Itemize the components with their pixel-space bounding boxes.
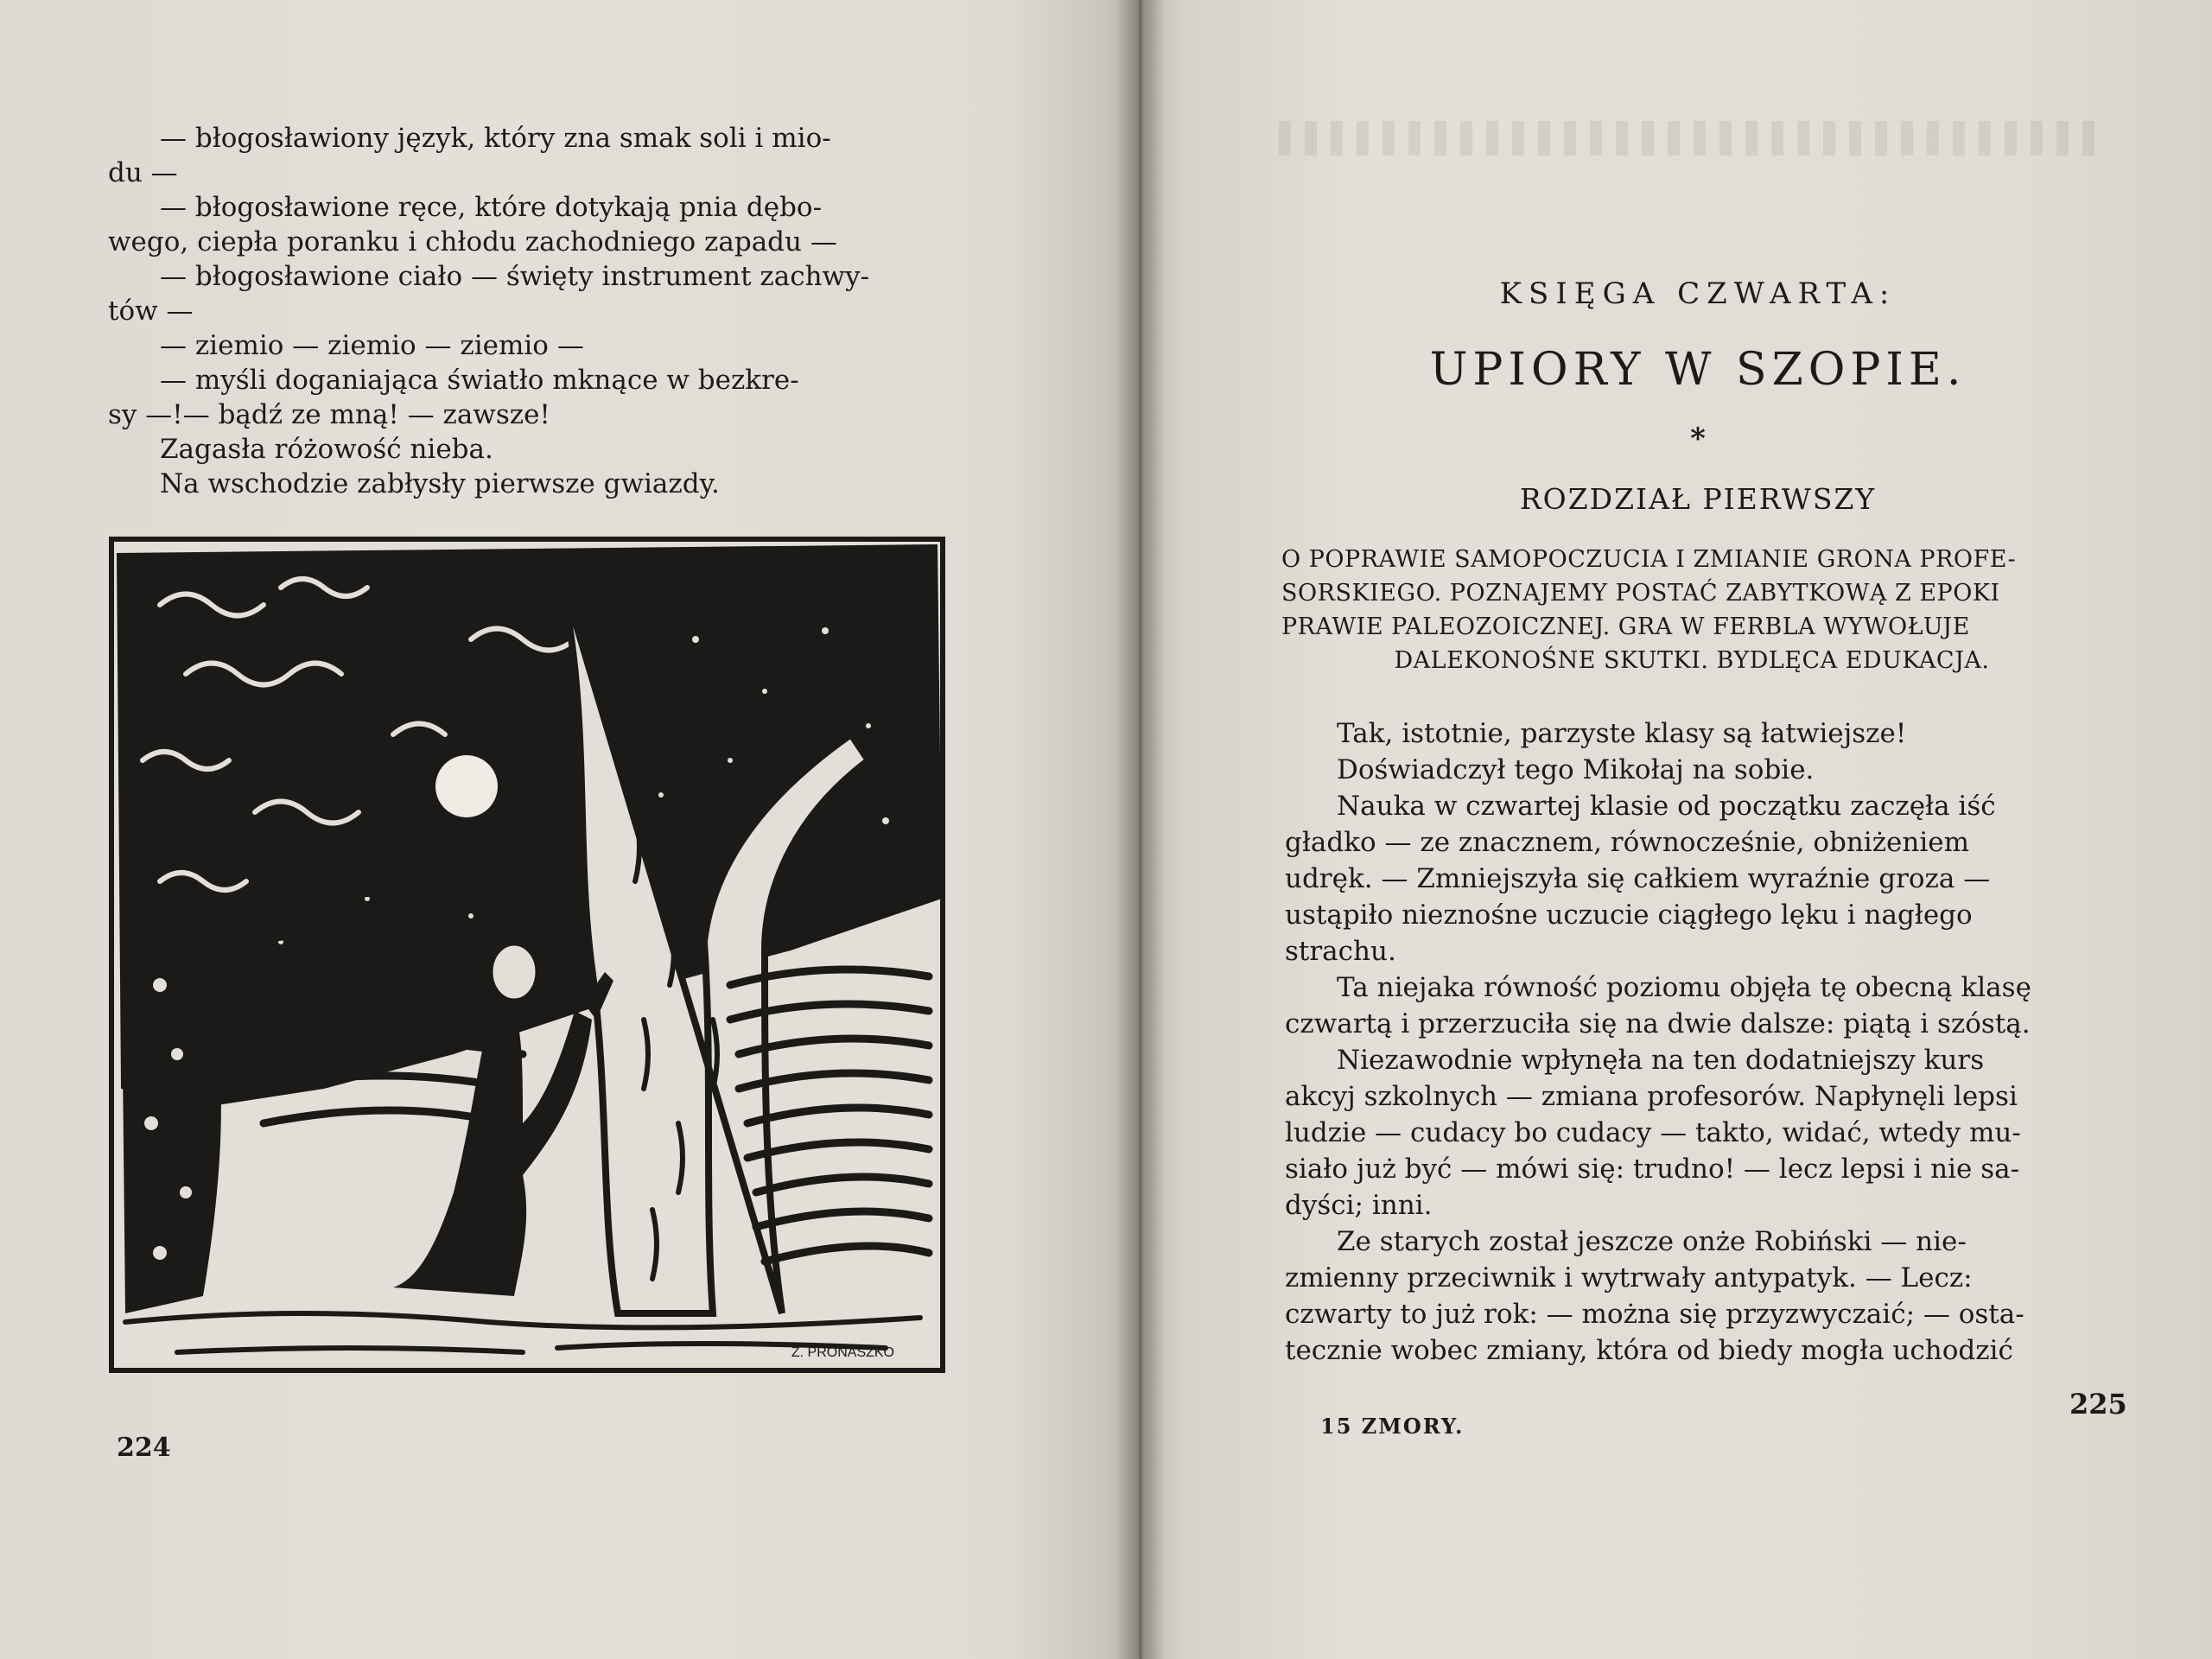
poem-line: — błogosławiony język, który zna smak soli i mio- [160, 123, 831, 154]
summary-line: SORSKIEGO. POZNAJEMY POSTAĆ ZABYTKOWĄ Z EPOKI [1281, 580, 2000, 607]
poem-line: — błogosławione ręce, które dotykają pnia dębo- [160, 192, 823, 223]
body-line: gładko — ze znacznem, równocześnie, obniżeniem [1285, 827, 1970, 858]
body-line: strachu. [1285, 936, 1396, 967]
book-title: UPIORY W SZOPIE. [1429, 344, 1967, 396]
woodcut-signature: Z. PRONASZKO [791, 1345, 894, 1360]
summary-line: DALEKONOŚNE SKUTKI. BYDLĘCA EDUKACJA. [1394, 647, 1990, 674]
woodcut-illustration [108, 536, 946, 1374]
signature-mark: 15 ZMORY. [1320, 1414, 1465, 1439]
body-line: czwartą i przerzuciła się na dwie dalsze: piątą i szóstą. [1285, 1008, 2031, 1039]
body-line: ustąpiło nieznośne uczucie ciągłego lęku i nagłego [1285, 899, 1973, 931]
poem-line: sy —!— bądź ze mną! — zawsze! [108, 399, 550, 430]
book-gutter [1116, 0, 1165, 1659]
body-line: dyści; inni. [1285, 1190, 1433, 1221]
body-line: Doświadczył tego Mikołaj na sobie. [1337, 754, 1815, 785]
page-number-right: 225 [2069, 1388, 2127, 1421]
bleed-through-text [1279, 121, 2100, 156]
poem-line: tów — [108, 296, 194, 327]
poem-line: du — [108, 157, 178, 188]
summary-line: O POPRAWIE SAMOPOCZUCIA I ZMIANIE GRONA PROFE- [1281, 546, 2017, 573]
body-line: Ta niejaka równość poziomu objęła tę obecną klasę [1337, 972, 2031, 1003]
body-line: Nauka w czwartej klasie od początku zaczęła iść [1337, 791, 1996, 822]
poem-line: — myśli doganiająca światło mknące w bezkre- [160, 365, 799, 396]
body-line: siało już być — mówi się: trudno! — lecz lepsi i nie sa- [1285, 1154, 2020, 1185]
body-line: udręk. — Zmniejszyła się całkiem wyraźnie groza — [1285, 863, 1991, 894]
chapter-summary [1281, 543, 2102, 677]
body-line: Niezawodnie wpłynęła na ten dodatniejszy kurs [1337, 1045, 1985, 1076]
body-line: zmienny przeciwnik i wytrwały antypatyk. — Lecz: [1285, 1262, 1973, 1294]
body-line: akcyj szkolnych — zmiana profesorów. Napłynęli lepsi [1285, 1081, 2018, 1112]
poem-line: Na wschodzie zabłysły pierwsze gwiazdy. [160, 468, 720, 499]
body-line: Ze starych został jeszcze onże Robiński — nie- [1337, 1226, 1967, 1257]
ornament-star: * [1690, 422, 1706, 456]
body-line: tecznie wobec zmiany, która od biedy mogła uchodzić [1285, 1335, 2013, 1366]
page-number-left: 224 [117, 1433, 171, 1463]
body-line: ludzie — cudacy bo cudacy — takto, widać, wtedy mu- [1285, 1117, 2021, 1148]
body-line: Tak, istotnie, parzyste klasy są łatwiejsze! [1337, 718, 1907, 749]
body-line: czwarty to już rok: — można się przyzwyczaić; — osta- [1285, 1299, 2024, 1330]
poem-line: — błogosławione ciało — święty instrument zachwy- [160, 261, 870, 292]
poem-line: — ziemio — ziemio — ziemio — [160, 330, 584, 361]
chapter-title: ROZDZIAŁ PIERWSZY [1519, 482, 1877, 516]
poem-line: Zagasła różowość nieba. [160, 434, 493, 465]
body-text [1285, 715, 2106, 1369]
book-number-heading: KSIĘGA CZWARTA: [1499, 276, 1897, 311]
poem-text [108, 121, 938, 501]
poem-line: wego, ciepła poranku i chłodu zachodniego zapadu — [108, 226, 837, 257]
summary-line: PRAWIE PALEOZOICZNEJ. GRA W FERBLA WYWOŁUJE [1281, 613, 1970, 640]
